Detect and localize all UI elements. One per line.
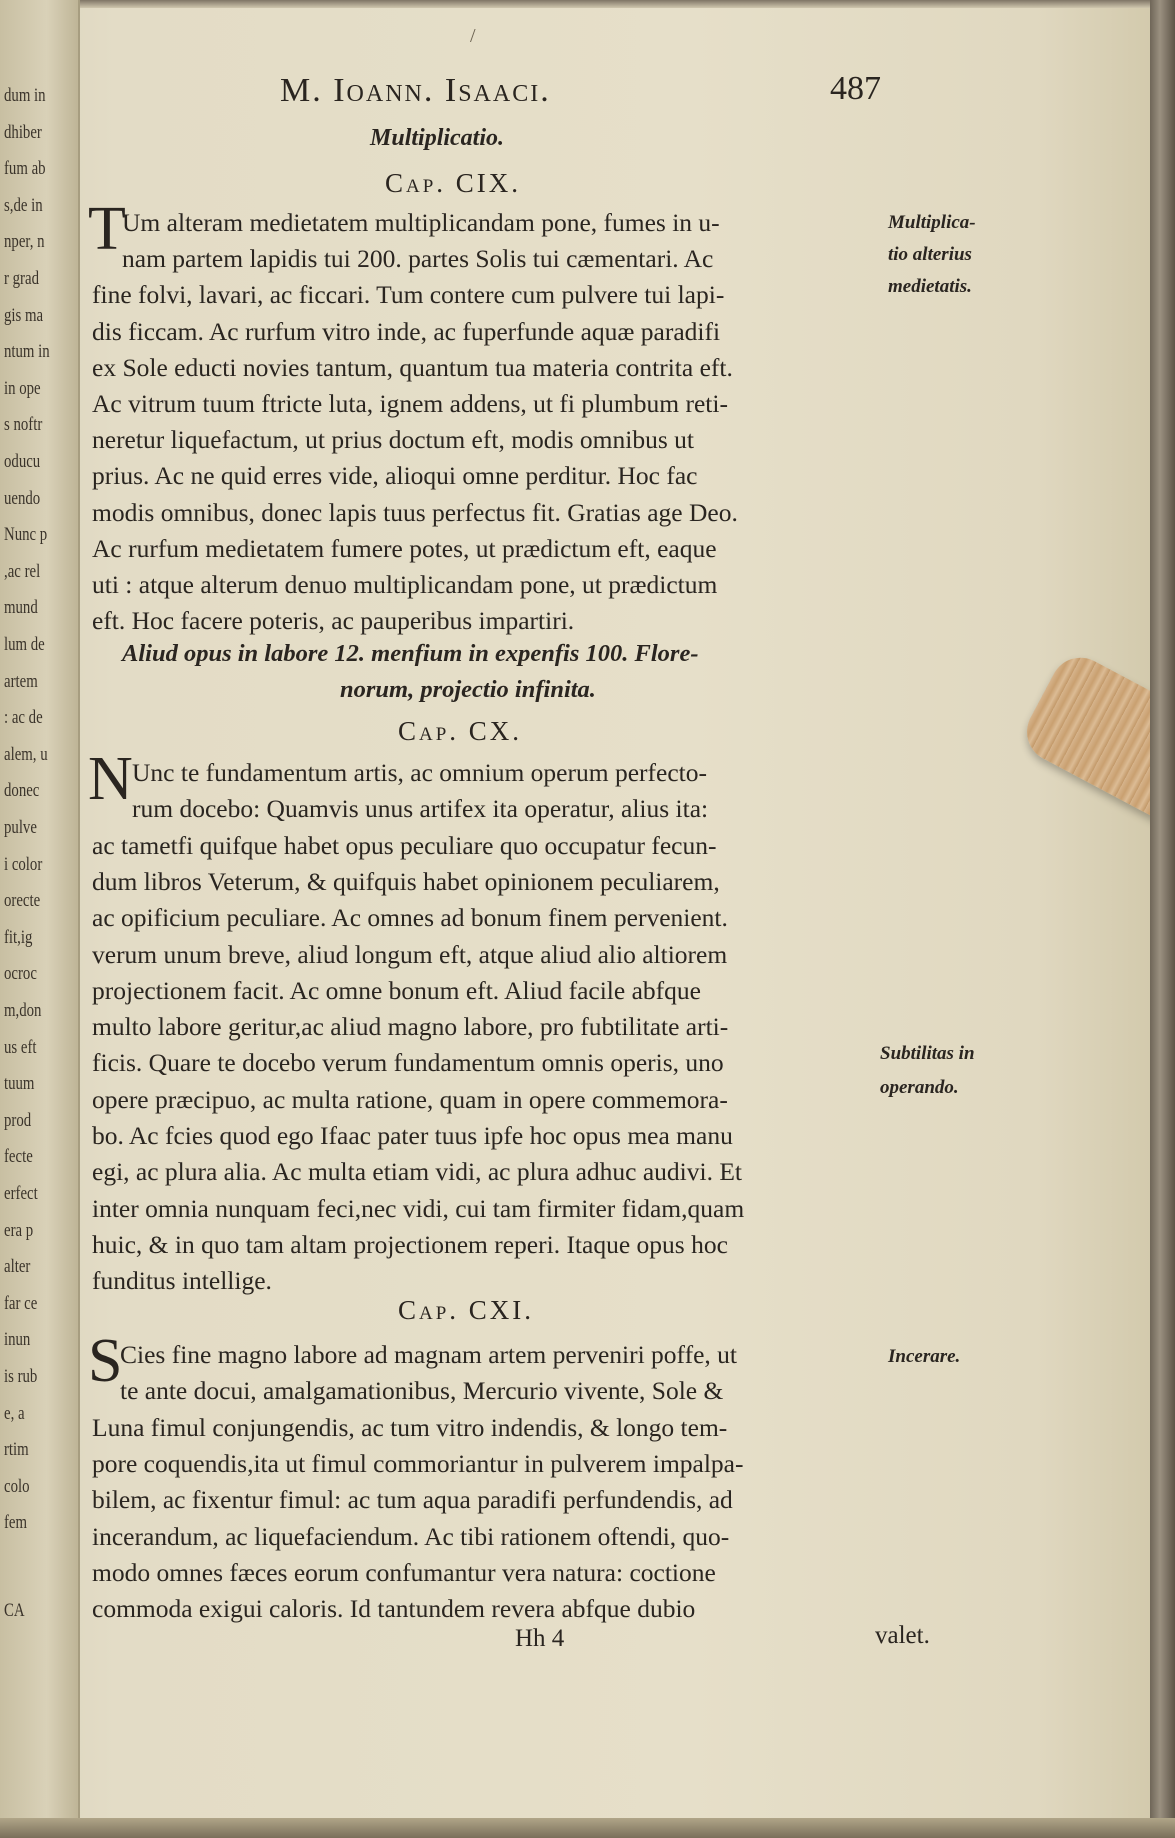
facing-page-fragment: artem xyxy=(4,670,38,692)
drop-cap: S xyxy=(88,1327,123,1395)
text-line: bilem, ac fixentur fimul: ac tum aqua paradifi perfundendis, ad xyxy=(92,1485,733,1515)
text-line: opere præcipuo, ac multa ratione, quam in opere commemora- xyxy=(92,1084,728,1114)
text-line: dis ficcam. Ac rurfum vitro inde, ac fuperfunde aquæ paradifi xyxy=(92,316,721,346)
facing-page-fragment: alem, u xyxy=(4,743,48,765)
marginal-note-line: Subtilitas in xyxy=(880,1043,975,1064)
text-line: Ac rurfum medietatem fumere potes, ut prædictum eft, eaque xyxy=(92,533,717,563)
facing-page-fragment: oducu xyxy=(4,451,41,472)
text-line: fine folvi, lavari, ac ficcari. Tum contere cum pulvere tui lapi- xyxy=(92,280,725,310)
facing-page-fragment: dhiber xyxy=(4,121,42,143)
ink-mark: / xyxy=(470,25,476,47)
facing-page-fragment: orecte xyxy=(4,890,41,912)
chapter-heading-cx: Cap. CX. xyxy=(398,716,523,746)
facing-page-fragment: e, a xyxy=(4,1402,25,1424)
facing-page-fragment: tuum xyxy=(4,1073,35,1095)
catchword: valet. xyxy=(875,1622,930,1649)
facing-page-fragment: fem xyxy=(4,1512,28,1534)
text-line: modo omnes fæces eorum confumantur vera natura: coctione xyxy=(92,1557,716,1587)
text-line: multo labore geritur,ac aliud magno labore, pro fubtilitate arti- xyxy=(92,1012,729,1042)
facing-page-fragment: pulve xyxy=(4,817,37,838)
chapter-heading-cxi: Cap. CXI. xyxy=(398,1295,535,1325)
text-line: ficis. Quare te docebo verum fundamentum omnis operis, uno xyxy=(92,1048,724,1078)
text-line: dum libros Veterum, & quifquis habet opinionem peculiarem, xyxy=(92,866,720,896)
text-line: prius. Ac ne quid erres vide, alioqui omne perditur. Hoc fac xyxy=(92,461,698,491)
text-line: ac tametfi quifque habet opus peculiare quo occupatur fecun- xyxy=(92,830,717,860)
facing-page-fragment: rtim xyxy=(4,1439,29,1461)
facing-page-fragment: lum de xyxy=(4,634,45,655)
text-line: ex Sole educti novies tantum, quantum tua materia contrita eft. xyxy=(92,352,733,382)
facing-page-fragment: mund xyxy=(4,597,38,619)
text-line: nam partem lapidis tui 200. partes Solis tui cæmentari. Ac xyxy=(122,244,714,274)
facing-page-fragment: fum ab xyxy=(4,158,46,180)
facing-page-fragment: s,de in xyxy=(4,194,43,216)
text-line: ac opificium peculiare. Ac omnes ad bonum finem pervenient. xyxy=(92,903,728,933)
page-top-edge xyxy=(78,0,1175,8)
text-line: te ante docui, amalgamationibus, Mercurio vivente, Sole & xyxy=(120,1376,724,1406)
text-line: egi, ac plura alia. Ac multa etiam vidi, ac plura adhuc audivi. Et xyxy=(92,1157,743,1187)
text-line: Um alteram medietatem multiplicandam pone, fumes in u- xyxy=(122,208,720,237)
facing-page-fragment: is rub xyxy=(4,1366,38,1387)
facing-page-fragment: us eft xyxy=(4,1036,37,1058)
marginal-note-line: Incerare. xyxy=(888,1346,961,1367)
text-line: modis omnibus, donec lapis tuus perfectus fit. Gratias age Deo. xyxy=(92,497,738,527)
drop-cap: N xyxy=(88,745,133,813)
text-line: commoda exigui caloris. Id tantundem revera abfque dubio xyxy=(92,1594,696,1624)
section2-title-line2: norum, projectio infinita. xyxy=(340,676,596,703)
text-line: pore coquendis,ita ut fimul commoriantur in pulverem impalpa- xyxy=(92,1448,744,1478)
running-head: M. Ioann. Isaaci. xyxy=(280,72,551,109)
facing-page-fragment: s noftr xyxy=(4,414,43,436)
facing-page-fragment: fit,ig xyxy=(4,926,33,948)
facing-page-fragment: in ope xyxy=(4,377,41,399)
text-line: verum unum breve, aliud longum eft, atque aliud alio altiorem xyxy=(92,939,728,969)
text-line: Ac vitrum tuum ftricte luta, ignem addens, ut fi plumbum reti- xyxy=(92,389,728,418)
text-line: funditus intellige. xyxy=(92,1266,272,1296)
facing-page-fragment: fecte xyxy=(4,1146,33,1168)
chapter-heading-cix: Cap. CIX. xyxy=(385,168,522,198)
book-bottom-edge xyxy=(0,1818,1175,1838)
facing-page-fragment: : ac de xyxy=(4,707,43,729)
page-number: 487 xyxy=(830,70,881,107)
marginal-note-line: Multiplica- xyxy=(888,212,976,233)
text-line: Unc te fundamentum artis, ac omnium operum perfecto- xyxy=(132,758,707,787)
text-line: huic, & in quo tam altam projectionem reperi. Itaque opus hoc xyxy=(92,1229,728,1259)
facing-page-fragment: colo xyxy=(4,1475,30,1497)
marginal-note-line: tio alterius xyxy=(888,244,972,265)
text-line: eft. Hoc facere poteris, ac pauperibus impartiri. xyxy=(92,606,575,636)
facing-page-fragment: inun xyxy=(4,1329,31,1351)
text-line: Luna fimul conjungendis, ac tum vitro indendis, & longo tem- xyxy=(92,1412,728,1442)
signature-mark: Hh 4 xyxy=(515,1625,565,1652)
section-subheading: Multiplicatio. xyxy=(370,125,505,151)
facing-page-fragment: ntum in xyxy=(4,341,50,363)
facing-page-fragment: era p xyxy=(4,1219,34,1241)
facing-page-fragment: m,don xyxy=(4,1000,42,1021)
facing-page-fragment: uendo xyxy=(4,487,41,509)
facing-page-fragment: r grad xyxy=(4,268,39,289)
facing-page-fragment: i color xyxy=(4,853,43,875)
facing-page-fragment: CA xyxy=(4,1600,25,1621)
section2-title-line1: Aliud opus in labore 12. menfium in expenfis 100. Flore- xyxy=(122,640,699,667)
text-line: projectionem facit. Ac omne bonum eft. Aliud facile abfque xyxy=(92,975,701,1005)
facing-page-fragment: ,ac rel xyxy=(4,560,41,582)
facing-page-fragment: erfect xyxy=(4,1183,38,1204)
drop-cap: T xyxy=(88,195,126,263)
left-page-gutter xyxy=(0,0,80,1838)
text-line: inter omnia nunquam feci,nec vidi, cui tam firmiter fidam,quam xyxy=(92,1193,745,1223)
marginal-note-line: operando. xyxy=(880,1077,959,1098)
facing-page-fragment: alter xyxy=(4,1256,31,1278)
text-line: incerandum, ac liquefaciendum. Ac tibi rationem oftendi, quo- xyxy=(92,1521,730,1551)
facing-page-fragment: gis ma xyxy=(4,304,44,326)
facing-page-fragment: dum in xyxy=(4,85,46,106)
text-line: bo. Ac fcies quod ego Ifaac pater tuus ipfe hoc opus mea manu xyxy=(92,1121,733,1150)
book-right-edge xyxy=(1150,0,1175,1838)
text-line: rum docebo: Quamvis unus artifex ita operatur, alius ita: xyxy=(132,794,709,824)
facing-page-fragment: Nunc p xyxy=(4,524,48,546)
facing-page-fragment: prod xyxy=(4,1109,32,1131)
facing-page-fragment: ocroc xyxy=(4,963,37,985)
text-line: Cies fine magno labore ad magnam artem perveniri poffe, ut xyxy=(120,1340,737,1369)
facing-page-fragment: nper, n xyxy=(4,231,45,253)
text-line: neretur liquefactum, ut prius doctum eft, modis omnibus ut xyxy=(92,425,694,455)
facing-page-fragment: far ce xyxy=(4,1292,38,1314)
marginal-note-line: medietatis. xyxy=(888,276,972,297)
facing-page-fragment: donec xyxy=(4,780,40,802)
text-line: uti : atque alterum denuo multiplicandam pone, ut prædictum xyxy=(92,570,718,599)
